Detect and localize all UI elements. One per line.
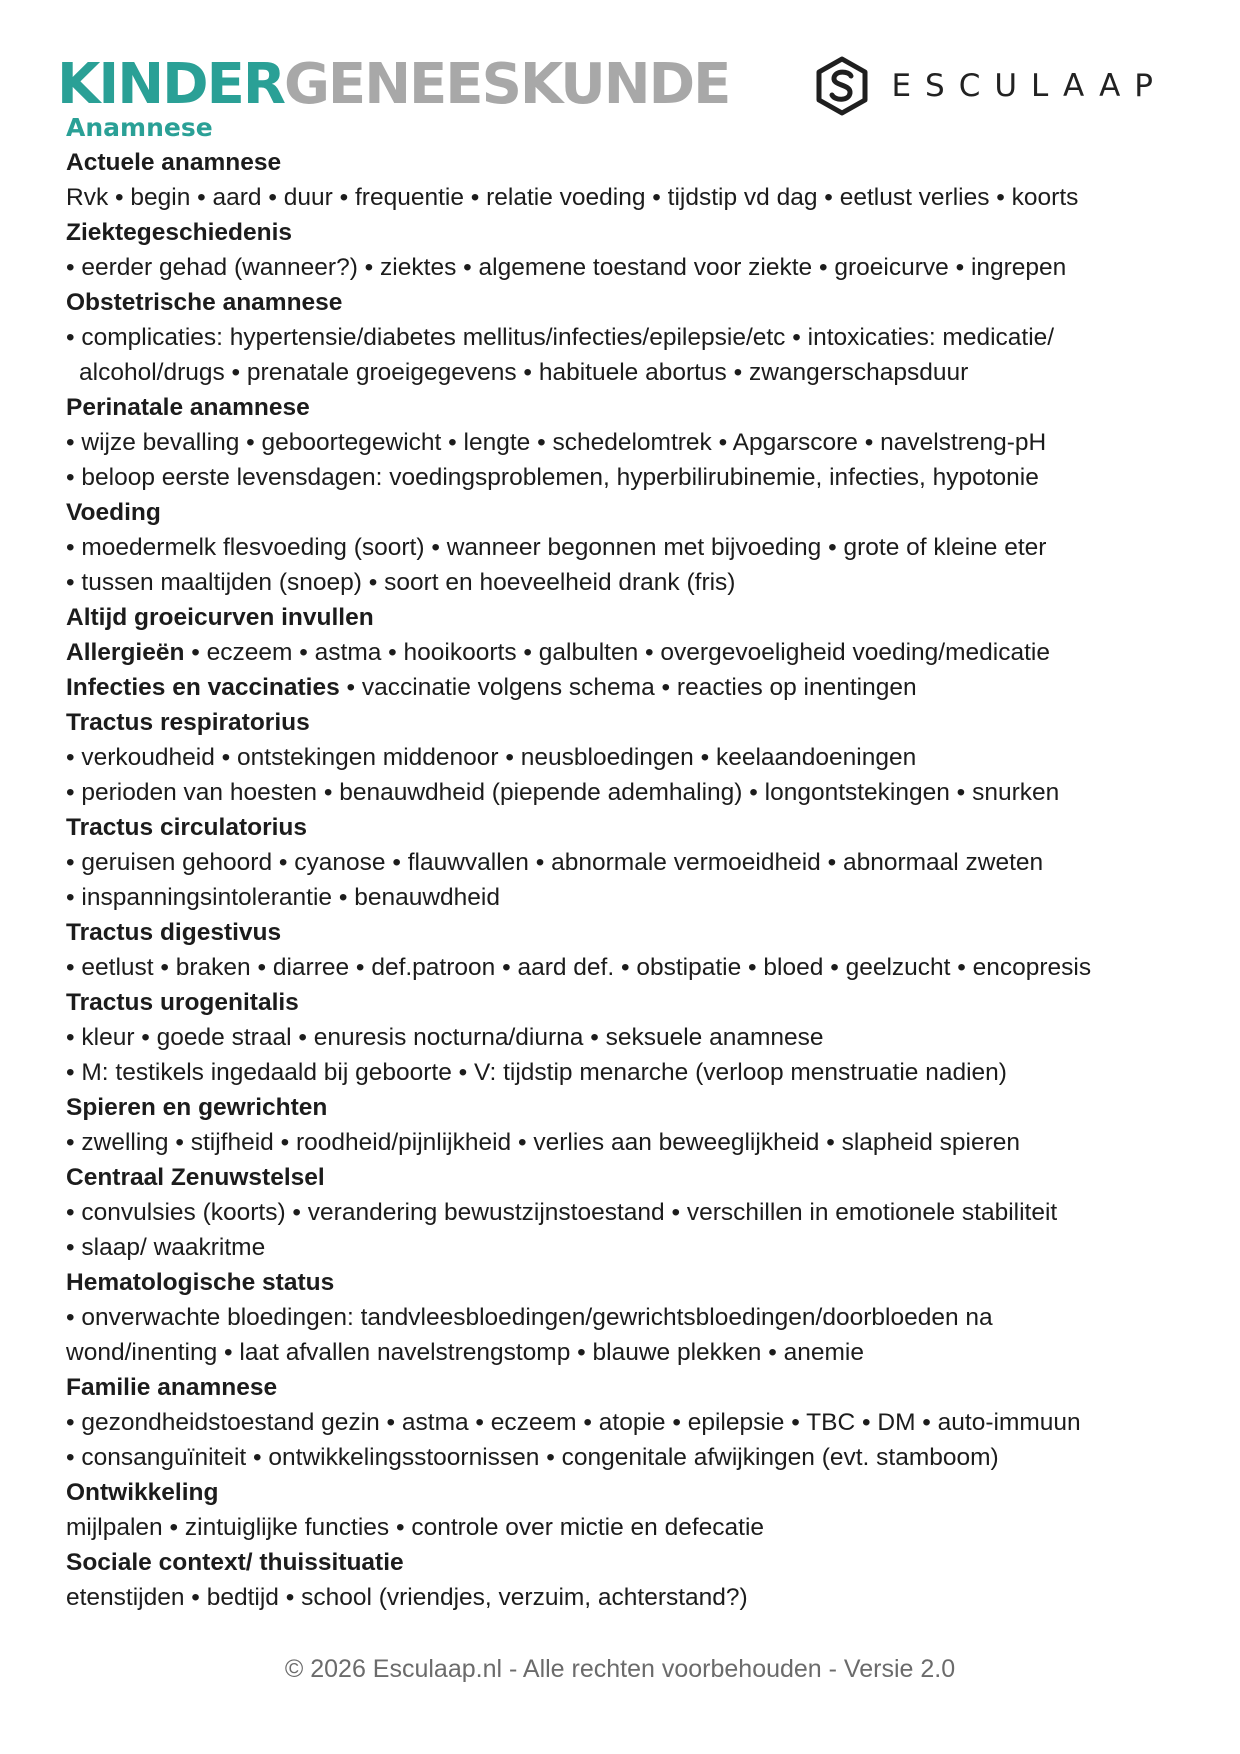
text-spieren-gewrichten: • zwelling • stijfheid • roodheid/pijnlijkheid • verlies aan beweeglijkheid • slapheid spieren <box>66 1129 1021 1156</box>
heading-infecties-vaccinaties: Infecties en vaccinaties <box>66 674 340 701</box>
heading-ziektegeschiedenis: Ziektegeschiedenis <box>66 219 293 246</box>
text-tractus-digestivus: • eetlust • braken • diarree • def.patroon • aard def. • obstipatie • bloed • geelzucht • encopresis <box>66 954 1092 981</box>
footer-copyright: © 2026 Esculaap.nl - Alle rechten voorbehouden - Versie 2.0 <box>284 1655 956 1683</box>
heading-familie-anamnese: Familie anamnese <box>66 1374 278 1401</box>
text-tractus-urogenitalis-2: • M: testikels ingedaald bij geboorte • V: tijdstip menarche (verloop menstruatie nadien) <box>66 1059 1007 1086</box>
page-header <box>57 52 1177 118</box>
title-accent: KINDER <box>57 52 284 117</box>
text-infecties-vaccinaties: • vaccinatie volgens schema • reacties op inentingen <box>339 674 917 701</box>
heading-hematologische-status: Hematologische status <box>66 1269 335 1296</box>
text-tractus-respiratorius-1: • verkoudheid • ontstekingen middenoor • neusbloedingen • keelaandoeningen <box>66 744 917 771</box>
heading-ontwikkeling: Ontwikkeling <box>66 1479 219 1506</box>
page-title <box>57 52 729 118</box>
row-infecties-vaccinaties <box>66 670 1196 705</box>
text-perinatale-anamnese-1: • wijze bevalling • geboortegewicht • lengte • schedelomtrek • Apgarscore • navelstreng-pH <box>66 429 1047 456</box>
heading-centraal-zenuwstelsel: Centraal Zenuwstelsel <box>66 1164 325 1191</box>
text-tractus-circulatorius-1: • geruisen gehoord • cyanose • flauwvallen • abnormale vermoeidheid • abnormaal zweten <box>66 849 1044 876</box>
section-subtitle: Anamnese <box>66 113 213 142</box>
text-tractus-urogenitalis-1: • kleur • goede straal • enuresis nocturna/diurna • seksuele anamnese <box>66 1024 824 1051</box>
text-ziektegeschiedenis: • eerder gehad (wanneer?) • ziektes • algemene toestand voor ziekte • groeicurve • ingrepen <box>66 254 1067 281</box>
heading-perinatale-anamnese: Perinatale anamnese <box>66 394 310 421</box>
heading-sociale-context: Sociale context/ thuissituatie <box>66 1549 404 1576</box>
heading-tractus-circulatorius: Tractus circulatorius <box>66 814 308 841</box>
text-familie-anamnese-1: • gezondheidstoestand gezin • astma • eczeem • atopie • epilepsie • TBC • DM • auto-immuun <box>66 1409 1081 1436</box>
heading-tractus-urogenitalis: Tractus urogenitalis <box>66 989 299 1016</box>
heading-voeding: Voeding <box>66 499 161 526</box>
text-hematologische-status-2: wond/inenting • laat afvallen navelstrengstomp • blauwe plekken • anemie <box>66 1339 864 1366</box>
heading-obstetrische-anamnese: Obstetrische anamnese <box>66 289 343 316</box>
esculaap-logo <box>815 56 1167 116</box>
heading-tractus-respiratorius: Tractus respiratorius <box>66 709 310 736</box>
text-obstetrische-anamnese-2: alcohol/drugs • prenatale groeigegevens • habituele abortus • zwangerschapsduur <box>79 359 969 386</box>
text-voeding-1: • moedermelk flesvoeding (soort) • wanneer begonnen met bijvoeding • grote of kleine eter <box>66 534 1047 561</box>
text-familie-anamnese-2: • consanguïniteit • ontwikkelingsstoornissen • congenitale afwijkingen (evt. stamboom) <box>66 1444 999 1471</box>
text-perinatale-anamnese-2: • beloop eerste levensdagen: voedingsproblemen, hyperbilirubinemie, infecties, hypotonie <box>66 464 1039 491</box>
logo-text: ESCULAAP <box>891 68 1167 104</box>
text-ontwikkeling: mijlpalen • zintuiglijke functies • controle over mictie en defecatie <box>66 1514 765 1541</box>
heading-tractus-digestivus: Tractus digestivus <box>66 919 282 946</box>
heading-actuele-anamnese: Actuele anamnese <box>66 149 282 176</box>
text-sociale-context: etenstijden • bedtijd • school (vriendjes, verzuim, achterstand?) <box>66 1584 748 1611</box>
text-tractus-respiratorius-2: • perioden van hoesten • benauwdheid (piepende ademhaling) • longontstekingen • snurken <box>66 779 1060 806</box>
text-voeding-2: • tussen maaltijden (snoep) • soort en hoeveelheid drank (fris) <box>66 569 736 596</box>
text-tractus-circulatorius-2: • inspanningsintolerantie • benauwdheid <box>66 884 500 911</box>
heading-groeicurven: Altijd groeicurven invullen <box>66 604 374 631</box>
text-obstetrische-anamnese-1: • complicaties: hypertensie/diabetes mellitus/infecties/epilepsie/etc • intoxicaties: medicatie/ <box>66 324 1055 351</box>
heading-spieren-gewrichten: Spieren en gewrichten <box>66 1094 328 1121</box>
anamnese-content <box>66 110 1196 1615</box>
esculaap-s-hexagon-icon <box>815 56 869 116</box>
title-rest: GENEESKUNDE <box>283 52 730 117</box>
text-centraal-zenuwstelsel-2: • slaap/ waakritme <box>66 1234 266 1261</box>
text-hematologische-status-1: • onverwachte bloedingen: tandvleesbloedingen/gewrichtsbloedingen/doorbloeden na <box>66 1304 993 1331</box>
row-allergieen <box>66 635 1196 670</box>
text-allergieen: • eczeem • astma • hooikoorts • galbulten • overgevoeligheid voeding/medicatie <box>184 639 1050 666</box>
text-centraal-zenuwstelsel-1: • convulsies (koorts) • verandering bewustzijnstoestand • verschillen in emotionele stabiliteit <box>66 1199 1058 1226</box>
heading-allergieen: Allergieën <box>66 639 185 666</box>
text-actuele-anamnese: Rvk • begin • aard • duur • frequentie • relatie voeding • tijdstip vd dag • eetlust verlies • koorts <box>66 184 1079 211</box>
